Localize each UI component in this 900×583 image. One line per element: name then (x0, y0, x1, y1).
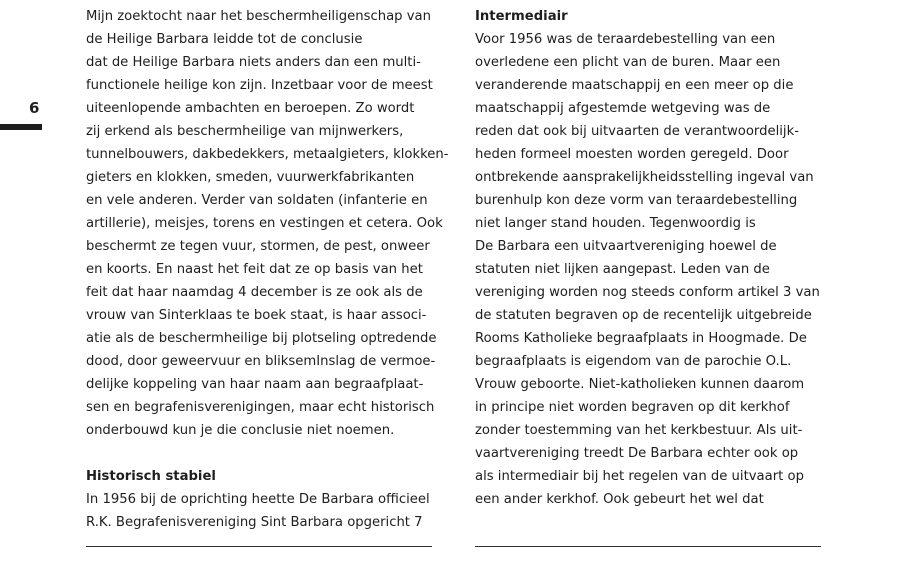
body-line: veranderende maatschappij en een meer op die (475, 78, 794, 93)
body-line: gieters en klokken, smeden, vuurwerkfabrikanten (86, 170, 415, 185)
body-line: Rooms Katholieke begraafplaats in Hoogmade. De (475, 331, 807, 346)
body-line: zij erkend als beschermheilige van mijnwerkers, (86, 124, 404, 139)
paragraph-gap (86, 442, 436, 465)
body-line: dat de Heilige Barbara niets anders dan een multi- (86, 55, 421, 70)
body-line: onderbouwd kun je die conclusie niet noemen. (86, 423, 395, 438)
body-line: In 1956 bij de oprichting heette De Barbara officieel (86, 492, 430, 507)
body-line: een ander kerkhof. Ook gebeurt het wel dat (475, 492, 764, 507)
body-line: vereniging worden nog steeds conform artikel 3 van (475, 285, 820, 300)
page-number: 6 (29, 99, 40, 117)
body-line: en vele anderen. Verder van soldaten (infanterie en (86, 193, 428, 208)
right-column (475, 5, 825, 511)
page-marker-bar (0, 124, 42, 130)
body-line: R.K. Begrafenisvereniging Sint Barbara opgericht 7 (86, 515, 423, 530)
body-line: en koorts. En naast het feit dat ze op basis van het (86, 262, 423, 277)
body-line: dood, door geweervuur en bliksemInslag de vermoe- (86, 354, 436, 369)
body-line: functionele heilige kon zijn. Inzetbaar voor de meest (86, 78, 433, 93)
body-line: heden formeel moesten worden geregeld. Door (475, 147, 789, 162)
section-heading-intermediair: Intermediair (475, 9, 568, 24)
body-line: ontbrekende aansprakelijkheidsstelling ingeval van (475, 170, 814, 185)
body-line: de Heilige Barbara leidde tot de conclusie (86, 32, 363, 47)
body-line: maatschappij afgestemde wetgeving was de (475, 101, 771, 116)
body-line: zonder toestemming van het kerkbestuur. Als uit- (475, 423, 803, 438)
body-line: artillerie), meisjes, torens en vestingen et cetera. Ook (86, 216, 443, 231)
body-line: De Barbara een uitvaartvereniging hoewel de (475, 239, 777, 254)
body-line: begraafplaats is eigendom van de parochie O.L. (475, 354, 792, 369)
body-line: overledene een plicht van de buren. Maar een (475, 55, 781, 70)
section-heading-historisch-stabiel: Historisch stabiel (86, 469, 216, 484)
body-line: in principe niet worden begraven op dit kerkhof (475, 400, 790, 415)
body-line: Voor 1956 was de teraardebestelling van een (475, 32, 776, 47)
left-column (86, 5, 449, 534)
body-line: Mijn zoektocht naar het beschermheiligenschap van (86, 9, 431, 24)
body-line: Vrouw geboorte. Niet-katholieken kunnen daarom (475, 377, 805, 392)
body-line: burenhulp kon deze vorm van teraardebestelling (475, 193, 798, 208)
body-line: statuten niet lijken aangepast. Leden van de (475, 262, 770, 277)
body-line: niet langer stand houden. Tegenwoordig is (475, 216, 756, 231)
body-line: sen en begrafenisverenigingen, maar echt historisch (86, 400, 435, 415)
body-line: beschermt ze tegen vuur, stormen, de pest, onweer (86, 239, 430, 254)
body-line: als intermediair bij het regelen van de uitvaart op (475, 469, 804, 484)
bottom-rule-right (475, 546, 821, 547)
body-line: reden dat ook bij uitvaarten de verantwoordelijk- (475, 124, 799, 139)
body-line: uiteenlopende ambachten en beroepen. Zo wordt (86, 101, 415, 116)
body-line: vaartvereniging treedt De Barbara echter ook op (475, 446, 799, 461)
body-line: de statuten begraven op de recentelijk uitgebreide (475, 308, 812, 323)
body-line: vrouw van Sinterklaas te boek staat, is haar associ- (86, 308, 427, 323)
body-line: tunnelbouwers, dakbedekkers, metaalgieters, klokken- (86, 147, 449, 162)
bottom-rule-left (86, 546, 432, 547)
body-line: atie als de beschermheilige bij plotseling optredende (86, 331, 437, 346)
body-line: feit dat haar naamdag 4 december is ze ook als de (86, 285, 423, 300)
body-line: delijke koppeling van haar naam aan begraafplaat- (86, 377, 424, 392)
